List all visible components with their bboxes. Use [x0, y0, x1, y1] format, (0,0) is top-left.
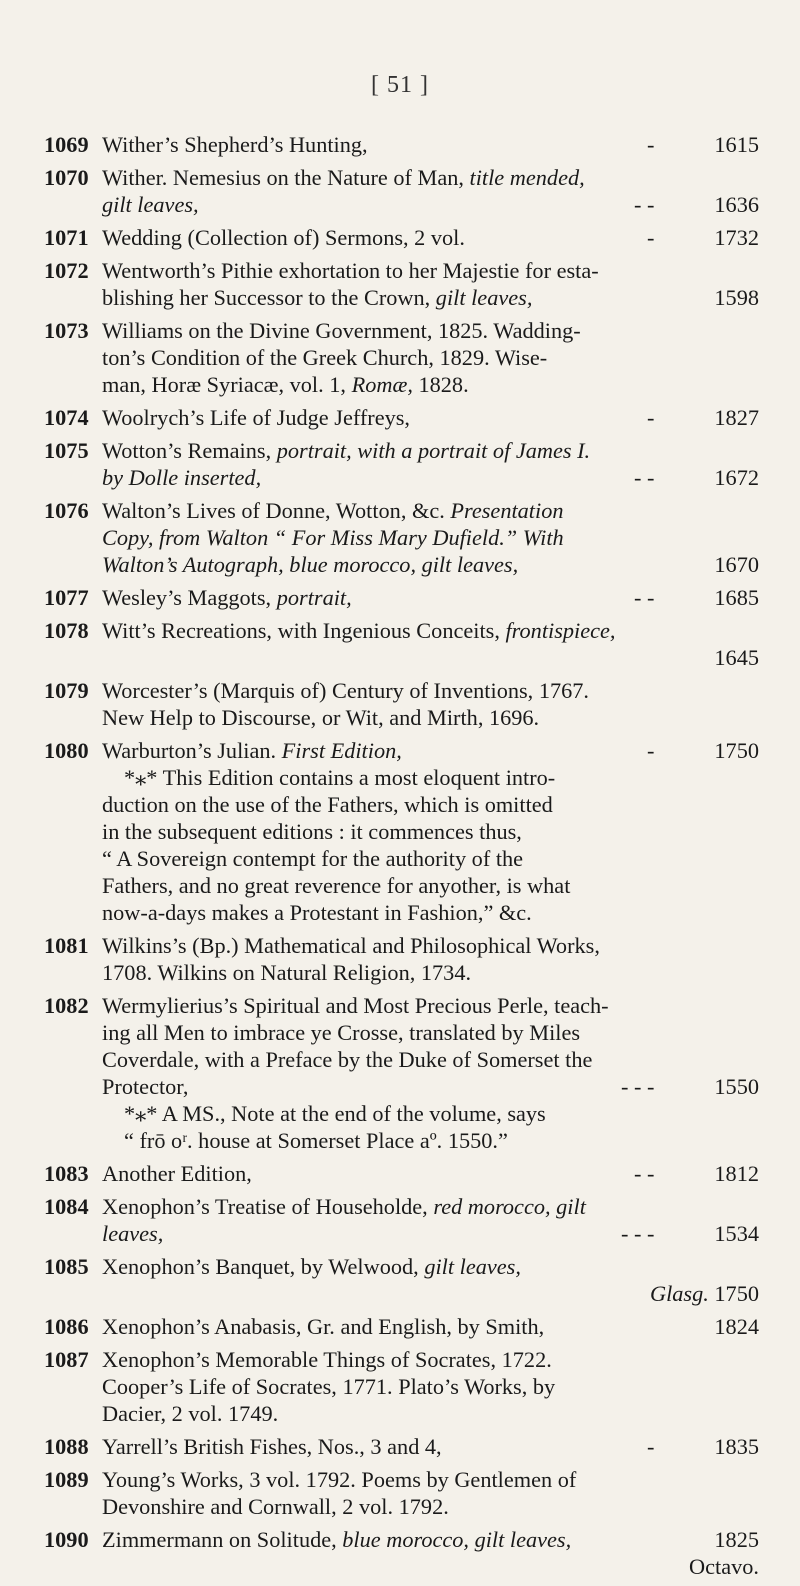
entry-line: [102, 1553, 759, 1580]
entry-text: [102, 992, 759, 1154]
entry-line: [102, 992, 759, 1019]
entry-year: 1812: [714, 1161, 759, 1186]
entry-number: 1084: [44, 1194, 89, 1219]
entry-line-text: Wesley’s Maggots,: [102, 585, 277, 610]
leader-dashes: -: [646, 225, 655, 250]
entry-line-text: *⁎* A MS., Note at the end of the volume, says: [124, 1101, 546, 1126]
entry-line-italic: portrait,: [276, 585, 352, 610]
entry-line-text: Wermylierius’s Spiritual and Most Precious Perle, teach-: [102, 993, 609, 1018]
catalogue-entry: [44, 737, 759, 926]
entry-text: [102, 224, 759, 251]
entry-line: [102, 704, 759, 731]
entry-line-text: Wedding (Collection of) Sermons, 2 vol.: [102, 225, 465, 250]
entry-line-text: Zimmermann on Solitude,: [102, 1527, 343, 1552]
entry-line-text: Wotton’s Remains,: [102, 438, 277, 463]
entry-line: [102, 1400, 759, 1427]
entry-line: [102, 464, 759, 491]
entry-year: 1825: [714, 1527, 759, 1552]
entry-line: [102, 899, 759, 926]
catalogue-entry: [44, 1526, 759, 1580]
entry-line-text: Young’s Works, 3 vol. 1792. Poems by Gentlemen of: [102, 1467, 577, 1492]
catalogue-entry: [44, 1253, 759, 1307]
entry-line-text: 1708. Wilkins on Natural Religion, 1734.: [102, 960, 472, 985]
entry-line-text: Cooper’s Life of Socrates, 1771. Plato’s Works, by: [102, 1374, 556, 1399]
leader-dashes: -: [646, 738, 655, 763]
entry-line-text: Coverdale, with a Preface by the Duke of Somerset the: [102, 1047, 593, 1072]
entry-year: 1672: [714, 465, 759, 490]
catalogue-entry: [44, 164, 759, 218]
entry-number: 1085: [44, 1254, 89, 1279]
entry-line-text: Devonshire and Cornwall, 2 vol. 1792.: [102, 1494, 449, 1519]
entry-year: 1685: [714, 585, 759, 610]
catalogue-entry: [44, 131, 759, 158]
entry-line: [102, 551, 759, 578]
entry-line-italic: gilt leaves,: [102, 192, 199, 217]
entry-line-text: Dacier, 2 vol. 1749.: [102, 1401, 279, 1426]
entry-number: 1075: [44, 438, 89, 463]
entry-line-text: Yarrell’s British Fishes, Nos., 3 and 4,: [102, 1434, 442, 1459]
entry-year: 1732: [714, 225, 759, 250]
entry-line: [102, 644, 759, 671]
entry-line: [102, 1493, 759, 1520]
entry-line: [102, 1100, 759, 1127]
entry-line-text: Octavo.: [689, 1554, 759, 1579]
entry-line-text: Wither’s Shepherd’s Hunting,: [102, 132, 368, 157]
catalogue-entry: [44, 497, 759, 578]
entry-line: [102, 344, 759, 371]
leader-dashes: - -: [633, 585, 655, 610]
entry-line-text: ing all Men to imbrace ye Crosse, translated by Miles: [102, 1020, 581, 1045]
leader-dashes: - -: [633, 1161, 655, 1186]
entry-line: [102, 257, 759, 284]
entry-line: [102, 959, 759, 986]
entry-number: 1073: [44, 318, 89, 343]
entry-line: [102, 317, 759, 344]
entry-line: [102, 1046, 759, 1073]
entry-line: [102, 818, 759, 845]
catalogue-entry: [44, 1313, 759, 1340]
entry-line: [102, 617, 759, 644]
entry-year: 1598: [714, 285, 759, 310]
entry-text: [102, 737, 759, 926]
entry-year: 1670: [714, 552, 759, 577]
catalogue-entry: [44, 932, 759, 986]
entry-number: 1074: [44, 405, 89, 430]
catalogue-entry: [44, 1160, 759, 1187]
entry-text: [102, 584, 759, 611]
leader-dashes: -: [646, 405, 655, 430]
entry-text: [102, 164, 759, 218]
entry-line-italic: Walton’s Autograph, blue morocco, gilt leaves,: [102, 552, 519, 577]
entry-number: 1080: [44, 738, 89, 763]
catalogue-entry: [44, 617, 759, 671]
entry-line: [102, 224, 759, 251]
entry-text: [102, 932, 759, 986]
catalogue-entry: [44, 1193, 759, 1247]
entry-number: 1070: [44, 165, 89, 190]
leader-dashes: - - -: [620, 1074, 655, 1099]
entry-line: [102, 791, 759, 818]
entry-line-text: Protector,: [102, 1074, 189, 1099]
entry-number: 1083: [44, 1161, 89, 1186]
entry-line-text: Xenophon’s Banquet, by Welwood,: [102, 1254, 425, 1279]
entry-line: [102, 1373, 759, 1400]
entry-text: [102, 617, 759, 671]
catalogue-entry: [44, 404, 759, 431]
entry-number: 1077: [44, 585, 89, 610]
entry-line: [102, 437, 759, 464]
entry-line-italic: blue morocco, gilt leaves,: [342, 1527, 572, 1552]
entry-line: [102, 1019, 759, 1046]
entry-year: 1835: [714, 1434, 759, 1459]
entry-number: 1081: [44, 933, 89, 958]
entry-line: [102, 1433, 759, 1460]
entry-text: [102, 1466, 759, 1520]
entry-line-text: “ frō oʳ. house at Somerset Place aº. 1550.”: [124, 1128, 508, 1153]
entry-line-italic: frontispiece,: [505, 618, 616, 643]
entry-text: [102, 257, 759, 311]
entry-number: 1088: [44, 1434, 89, 1459]
entry-line-text: Williams on the Divine Government, 1825. Wadding-: [102, 318, 581, 343]
catalogue-entries: [44, 131, 759, 1586]
entry-text: [102, 497, 759, 578]
entry-year: 1534: [714, 1221, 759, 1246]
entry-line-italic: gilt leaves,: [424, 1254, 521, 1279]
entry-year: 1615: [714, 132, 759, 157]
entry-line: [102, 1280, 759, 1307]
entry-line: [102, 845, 759, 872]
entry-line-italic: Romæ,: [351, 372, 413, 397]
entry-line-text: Xenophon’s Memorable Things of Socrates, 1722.: [102, 1347, 552, 1372]
entry-number: 1086: [44, 1314, 89, 1339]
entry-text: [102, 1253, 759, 1307]
entry-number: 1082: [44, 993, 89, 1018]
entry-line-text: ton’s Condition of the Greek Church, 1829. Wise-: [102, 345, 548, 370]
entry-line-italic: by Dolle inserted,: [102, 465, 262, 490]
leader-dashes: -: [646, 1434, 655, 1459]
entry-line-text-tail: 1750: [708, 1281, 759, 1306]
entry-line-text: Witt’s Recreations, with Ingenious Conceits,: [102, 618, 506, 643]
catalogue-entry: [44, 437, 759, 491]
entry-line: [102, 524, 759, 551]
entry-number: 1087: [44, 1347, 89, 1372]
entry-line-text: Wither. Nemesius on the Nature of Man,: [102, 165, 470, 190]
entry-line-text: Xenophon’s Treatise of Householde,: [102, 1194, 434, 1219]
leader-dashes: - -: [633, 465, 655, 490]
entry-line: [102, 404, 759, 431]
entry-text: [102, 131, 759, 158]
entry-year: 1750: [714, 738, 759, 763]
entry-line: [102, 1466, 759, 1493]
entry-line-text: Wilkins’s (Bp.) Mathematical and Philosophical Works,: [102, 933, 600, 958]
entry-text: [102, 1313, 759, 1340]
catalogue-entry: [44, 992, 759, 1154]
entry-line: [102, 872, 759, 899]
entry-number: 1079: [44, 678, 89, 703]
catalogue-entry: [44, 224, 759, 251]
entry-line-text: duction on the use of the Fathers, which is omitted: [102, 792, 553, 817]
entry-line: [102, 1160, 759, 1187]
entry-text: [102, 1160, 759, 1187]
entry-line-text: in the subsequent editions : it commences thus,: [102, 819, 522, 844]
entry-line: [102, 1193, 759, 1220]
entry-line-text: Xenophon’s Anabasis, Gr. and English, by Smith,: [102, 1314, 545, 1339]
entry-line: [102, 737, 759, 764]
entry-line: [102, 764, 759, 791]
entry-year: 1550: [714, 1074, 759, 1099]
entry-line-text: Warburton’s Julian.: [102, 738, 282, 763]
entry-year: 1645: [714, 645, 759, 670]
entry-line: [102, 677, 759, 704]
entry-line-text: *⁎* This Edition contains a most eloquent intro-: [124, 765, 556, 790]
entry-line: [102, 1220, 759, 1247]
entry-line-italic: Presentation: [450, 498, 564, 523]
entry-text: [102, 1526, 759, 1580]
entry-line-text: Walton’s Lives of Donne, Wotton, &c.: [102, 498, 451, 523]
entry-year: 1824: [714, 1314, 759, 1339]
entry-year: 1827: [714, 405, 759, 430]
entry-line: [102, 584, 759, 611]
entry-line-italic: Copy, from Walton “ For Miss Mary Dufield.” With: [102, 525, 564, 550]
entry-line-text-tail: 1828.: [412, 372, 469, 397]
entry-line: [102, 1127, 759, 1154]
entry-line-text: Wentworth’s Pithie exhortation to her Majestie for esta-: [102, 258, 599, 283]
entry-line: [102, 932, 759, 959]
catalogue-entry: [44, 677, 759, 731]
entry-line-italic: leaves,: [102, 1221, 164, 1246]
entry-line-text: Fathers, and no great reverence for anyother, is what: [102, 873, 571, 898]
entry-number: 1078: [44, 618, 89, 643]
entry-text: [102, 1193, 759, 1247]
entry-line: [102, 164, 759, 191]
entry-line-text: now-a-days makes a Protestant in Fashion,” &c.: [102, 900, 532, 925]
entry-line-italic: Glasg.: [649, 1281, 709, 1306]
entry-text: [102, 404, 759, 431]
entry-number: 1089: [44, 1467, 89, 1492]
entry-line-text: Woolrych’s Life of Judge Jeffreys,: [102, 405, 411, 430]
entry-line: [102, 371, 759, 398]
page-number: [ 51 ]: [371, 72, 429, 98]
entry-line-text: blishing her Successor to the Crown,: [102, 285, 436, 310]
entry-line: [102, 1313, 759, 1340]
catalogue-entry: [44, 317, 759, 398]
entry-line: [102, 1526, 759, 1553]
entry-number: 1071: [44, 225, 89, 250]
entry-text: [102, 437, 759, 491]
entry-number: 1090: [44, 1527, 89, 1552]
entry-year: 1636: [714, 192, 759, 217]
leader-dashes: - -: [633, 192, 655, 217]
entry-line-text: “ A Sovereign contempt for the authority of the: [102, 846, 524, 871]
entry-line-italic: portrait, with a portrait of James I.: [276, 438, 591, 463]
entry-number: 1069: [44, 132, 89, 157]
entry-line-italic: red morocco, gilt: [433, 1194, 586, 1219]
catalogue-entry: [44, 584, 759, 611]
entry-line: [102, 1346, 759, 1373]
entry-line: [102, 131, 759, 158]
entry-line-italic: gilt leaves,: [435, 285, 533, 310]
entry-text: [102, 317, 759, 398]
entry-number: 1076: [44, 498, 89, 523]
catalogue-entry: [44, 1466, 759, 1520]
entry-text: [102, 1346, 759, 1427]
entry-line-text: Worcester’s (Marquis of) Century of Inventions, 1767.: [102, 678, 589, 703]
leader-dashes: -: [646, 132, 655, 157]
catalogue-entry: [44, 1346, 759, 1427]
entry-line-text: man, Horæ Syriacæ, vol. 1,: [102, 372, 352, 397]
entry-number: 1072: [44, 258, 89, 283]
entry-line: [102, 497, 759, 524]
entry-line: [102, 1253, 759, 1280]
leader-dashes: - - -: [620, 1221, 655, 1246]
entry-text: [102, 677, 759, 731]
entry-text: [102, 1433, 759, 1460]
entry-line-italic: First Edition,: [281, 738, 402, 763]
catalogue-entry: [44, 257, 759, 311]
entry-line-text: Another Edition,: [102, 1161, 252, 1186]
entry-line: [102, 284, 759, 311]
entry-line: [102, 1073, 759, 1100]
entry-line: [102, 191, 759, 218]
catalogue-entry: [44, 1433, 759, 1460]
entry-line-text: New Help to Discourse, or Wit, and Mirth, 1696.: [102, 705, 540, 730]
entry-line-italic: title mended,: [469, 165, 585, 190]
